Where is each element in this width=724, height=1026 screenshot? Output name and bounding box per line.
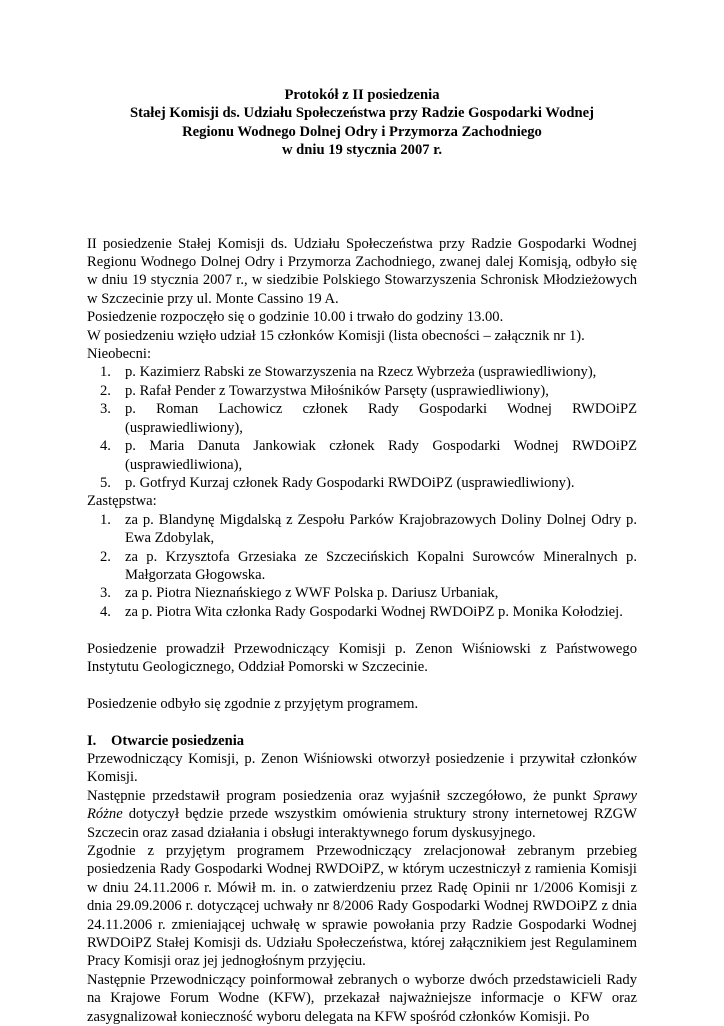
list-item (87, 363, 637, 381)
list-text: p. Maria Danuta Jankowiak członek Rady Gospodarki Wodnej RWDOiPZ (usprawiedliwiona), (125, 438, 637, 473)
list-item (87, 584, 637, 602)
title-line-1: Protokół z II posiedzenia (284, 87, 440, 103)
list-number: 4. (100, 603, 111, 620)
list-number: 3. (100, 401, 111, 418)
substitutions-label: Zastępstwa: (87, 493, 157, 510)
list-text: p. Roman Lachowicz członek Rady Gospodarki Wodnej RWDOiPZ (usprawiedliwiony), (125, 401, 637, 436)
substitutions-list (87, 511, 637, 621)
list-number: 2. (100, 382, 111, 399)
section-title: Otwarcie posiedzenia (111, 732, 245, 749)
list-text: za p. Piotra Wita członka Rady Gospodarki Wodnej RWDOiPZ p. Monika Kołodziej. (125, 603, 623, 620)
list-text: p. Rafał Pender z Towarzystwa Miłośników Parsęty (usprawiedliwiony), (125, 382, 549, 399)
section-number: I. (87, 732, 97, 749)
list-text: p. Gotfryd Kurzaj członek Rady Gospodarki RWDOiPZ (usprawiedliwiony). (125, 474, 575, 491)
paragraph-text: Następnie przedstawił program posiedzenia oraz wyjaśnił szczegółowo, że punkt (87, 787, 594, 804)
list-text: za p. Krzysztofa Grzesiaka ze Szczecińskich Kopalni Surowców Mineralnych p. Małgorzata Głogowska. (125, 548, 637, 583)
title-line-4: w dniu 19 stycznia 2007 r. (281, 142, 442, 159)
intro-paragraph: II posiedzenie Stałej Komisji ds. Udziału Społeczeństwa przy Radzie Gospodarki Wodnej Regionu Wodnego Dolnej Odry i Przymorza Zachodniego, zwanej dalej Komisją, odbyło się w dniu 19 stycznia 2007 r., w siedzibie Polskiego Stowarzyszenia Schronisk Młodzieżowych w Szczecinie przy ul. Monte Cassino 19 A. (87, 235, 637, 307)
absent-list (87, 363, 637, 492)
attendance: W posiedzeniu wzięło udział 15 członków Komisji (lista obecności – załącznik nr 1). (87, 327, 585, 344)
list-number: 1. (100, 364, 111, 381)
list-number: 4. (100, 438, 111, 455)
list-number: 2. (100, 548, 111, 565)
chair-paragraph: Posiedzenie prowadził Przewodniczący Komisji p. Zenon Wiśniowski z Państwowego Instytutu Geologicznego, Oddział Pomorski w Szczecinie. (87, 640, 637, 675)
list-text: p. Kazimierz Rabski ze Stowarzyszenia na Rzecz Wybrzeża (usprawiedliwiony), (125, 364, 597, 381)
intro-section (87, 235, 637, 622)
paragraph-text: dotyczył będzie przede wszystkim omówienia struktury strony internetowej RZGW Szczecin oraz zasad działania i obsługi interaktywnego forum dyskusyjnego. (87, 806, 637, 841)
section-paragraph-1: Przewodniczący Komisji, p. Zenon Wiśniowski otworzył posiedzenie i przywitał członków Komisji. (87, 750, 637, 786)
list-number: 5. (100, 474, 111, 491)
list-text: za p. Blandynę Migdalską z Zespołu Parków Krajobrazowych Doliny Dolnej Odry p. Ewa Zdobylak, (125, 511, 637, 547)
list-item (87, 437, 637, 474)
list-number: 1. (100, 511, 111, 528)
programme-paragraph: Posiedzenie odbyło się zgodnie z przyjętym programem. (87, 695, 419, 712)
list-number: 3. (100, 585, 111, 602)
list-item (87, 511, 637, 548)
section-paragraph-3: Zgodnie z przyjętym programem Przewodniczący zrelacjonował zebranym przebieg posiedzenia Rady Gospodarki Wodnej RWDOiPZ, w którym uczestniczył z ramienia Komisji w dniu 24.11.2006 r. Mówił m. in. o zatwierdzeniu przez Radę Opinii nr 1/2006 Komisji z dnia 29.09.2006 r. dotyczącej uchwały nr 8/2006 Rady Gospodarki Wodnej RWDOiPZ z dnia 24.11.2006 r. zmieniającej uchwałę w sprawie powołania przy Radzie Gospodarki Wodnej RWDOiPZ Stałej Komisji ds. Udziału Społeczeństwa, której załącznikiem jest Regulaminem Pracy Komisji oraz jej jednogłośnym przyjęciu. (87, 842, 637, 970)
absent-label: Nieobecni: (87, 346, 152, 363)
section-paragraph-2 (87, 787, 637, 842)
list-item (87, 400, 637, 437)
document-title (87, 86, 637, 160)
meeting-hours: Posiedzenie rozpoczęło się o godzinie 10.00 i trwało do godziny 13.00. (87, 309, 504, 326)
section-heading (87, 732, 637, 750)
list-text: za p. Piotra Nieznańskiego z WWF Polska p. Dariusz Urbaniak, (125, 585, 499, 602)
list-item (87, 474, 637, 492)
list-item (87, 603, 637, 621)
section-paragraph-4: Następnie Przewodniczący poinformował zebranych o wyborze dwóch przedstawicieli Rady na Krajowe Forum Wodne (KFW), przekazał najważniejsze informacje o KFW oraz zasygnalizował konieczność wyboru delegata na KFW spośród członków Komisji. Po (87, 971, 637, 1025)
italic-term: Sprawy Różne (87, 787, 637, 823)
title-line-2: Stałej Komisji ds. Udziału Społeczeństwa przy Radzie Gospodarki Wodnej (130, 105, 594, 122)
list-item (87, 548, 637, 585)
list-item (87, 382, 637, 400)
title-line-3: Regionu Wodnego Dolnej Odry i Przymorza Zachodniego (182, 123, 542, 140)
